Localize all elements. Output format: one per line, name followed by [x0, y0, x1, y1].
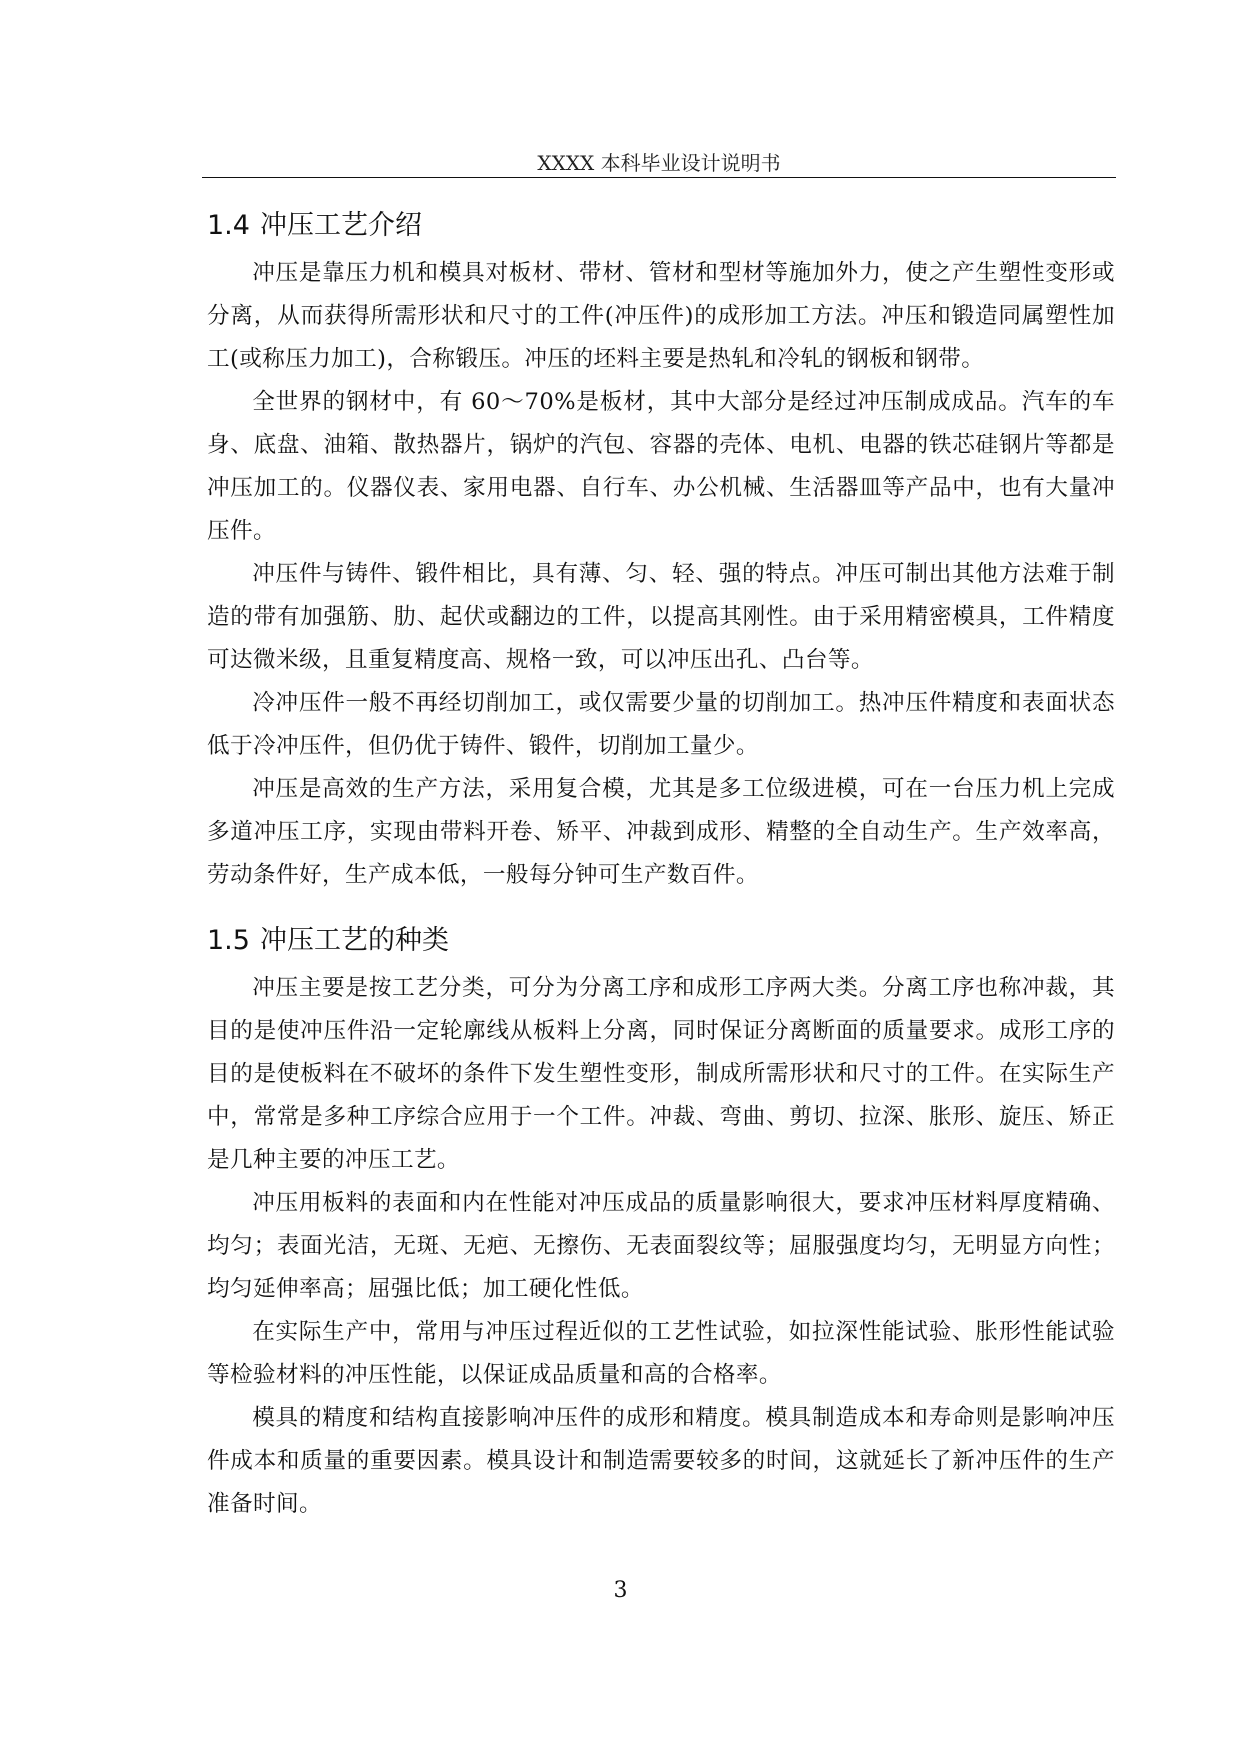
paragraph: 冲压件与铸件、锻件相比，具有薄、匀、轻、强的特点。冲压可制出其他方法难于制造的带有加强筋、肋、起伏或翻边的工件，以提高其刚性。由于采用精密模具，工件精度可达微米级，且重复精度高、规格一致，可以冲压出孔、凸台等。 [207, 561, 1115, 673]
paragraph: 冲压主要是按工艺分类，可分为分离工序和成形工序两大类。分离工序也称冲裁，其目的是使冲压件沿一定轮廓线从板料上分离，同时保证分离断面的质量要求。成形工序的目的是使板料在不破坏的条件下发生塑性变形，制成所需形状和尺寸的工件。在实际生产中，常常是多种工序综合应用于一个工件。冲裁、弯曲、剪切、拉深、胀形、旋压、矫正是几种主要的冲压工艺。 [207, 975, 1115, 1173]
section-heading-1-5 [207, 915, 1115, 967]
header-rule [202, 177, 1116, 178]
paragraph: 在实际生产中，常用与冲压过程近似的工艺性试验，如拉深性能试验、胀形性能试验等检验材料的冲压性能，以保证成品质量和高的合格率。 [207, 1319, 1115, 1388]
section-title-text: 冲压工艺介绍 [259, 210, 422, 241]
page-header: XXXX 本科毕业设计说明书 [537, 151, 781, 175]
paragraph: 全世界的钢材中，有 60～70%是板材，其中大部分是经过冲压制成成品。汽车的车身、底盘、油箱、散热器片，锅炉的汽包、容器的壳体、电机、电器的铁芯硅钢片等都是冲压加工的。仪器仪表、家用电器、自行车、办公机械、生活器皿等产品中，也有大量冲压件。 [207, 389, 1115, 544]
section-number: 1.5 [207, 925, 250, 956]
paragraph: 冷冲压件一般不再经切削加工，或仅需要少量的切削加工。热冲压件精度和表面状态低于冷冲压件，但仍优于铸件、锻件，切削加工量少。 [207, 690, 1115, 759]
paragraph: 冲压是高效的生产方法，采用复合模，尤其是多工位级进模，可在一台压力机上完成多道冲压工序，实现由带料开卷、矫平、冲裁到成形、精整的全自动生产。生产效率高，劳动条件好，生产成本低，一般每分钟可生产数百件。 [207, 776, 1115, 888]
paragraph: 冲压是靠压力机和模具对板材、带材、管材和型材等施加外力，使之产生塑性变形或分离，从而获得所需形状和尺寸的工件(冲压件)的成形加工方法。冲压和锻造同属塑性加工(或称压力加工)，合称锻压。冲压的坯料主要是热轧和冷轧的钢板和钢带。 [207, 260, 1115, 372]
document-body [207, 200, 1115, 1526]
page-number: 3 [613, 1578, 628, 1603]
paragraph: 模具的精度和结构直接影响冲压件的成形和精度。模具制造成本和寿命则是影响冲压件成本和质量的重要因素。模具设计和制造需要较多的时间，这就延长了新冲压件的生产准备时间。 [207, 1405, 1115, 1517]
paragraph: 冲压用板料的表面和内在性能对冲压成品的质量影响很大，要求冲压材料厚度精确、均匀；表面光洁，无斑、无疤、无擦伤、无表面裂纹等；屈服强度均匀，无明显方向性；均匀延伸率高；屈强比低；加工硬化性低。 [207, 1190, 1115, 1302]
section-number: 1.4 [207, 210, 250, 241]
section-heading-1-4 [207, 200, 1115, 252]
section-title-text: 冲压工艺的种类 [259, 925, 449, 956]
